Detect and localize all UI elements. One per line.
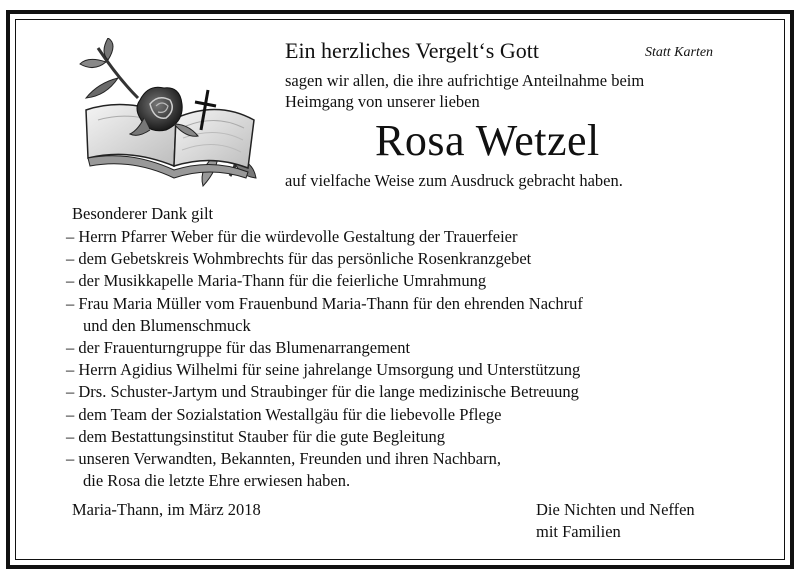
list-item: – Drs. Schuster-Jartym und Straubinger für die lange medizinische Betreuung xyxy=(66,382,579,402)
thanks-list xyxy=(66,226,583,492)
headline: Ein herzliches Vergelt‘s Gott xyxy=(285,38,539,63)
list-item: – Herrn Pfarrer Weber für die würdevolle Gestaltung der Trauerfeier xyxy=(66,227,518,246)
list-item: – der Frauenturngruppe für das Blumenarrangement xyxy=(66,338,411,358)
list-item: – dem Gebetskreis Wohmbrechts für das persönliche Rosenkranzgebet xyxy=(66,249,532,269)
list-item-continuation: die Rosa die letzte Ehre erwiesen haben. xyxy=(83,471,351,491)
list-item-continuation: und den Blumenschmuck xyxy=(83,315,251,335)
list-item: – dem Team der Sozialstation Westallgäu für die liebevolle Pflege xyxy=(66,404,502,424)
list-item: – Herrn Agidius Wilhelmi für seine jahrelange Umsorgung und Unterstützung xyxy=(66,360,581,380)
thanks-heading: Besonderer Dank gilt xyxy=(72,204,214,223)
signature-line-1: Die Nichten und Neffen xyxy=(536,500,695,519)
list-item: – der Musikkapelle Maria-Thann für die feierliche Umrahmung xyxy=(66,271,487,291)
intro-line-1: sagen wir allen, die ihre aufrichtige Anteilnahme beim xyxy=(285,71,645,90)
list-item: – dem Bestattungsinstitut Stauber für die gute Begleitung xyxy=(66,426,445,446)
outro-line: auf vielfache Weise zum Ausdruck gebracht haben. xyxy=(285,171,623,190)
statt-karten-label: Statt Karten xyxy=(645,45,714,60)
deceased-name: Rosa Wetzel xyxy=(375,116,600,165)
intro-line-2: Heimgang von unserer lieben xyxy=(285,92,480,111)
place-date: Maria-Thann, im März 2018 xyxy=(72,500,261,519)
signature-line-2: mit Familien xyxy=(536,522,621,541)
book-rose-cross-icon xyxy=(78,38,258,188)
list-item: – Frau Maria Müller vom Frauenbund Maria-Thann für den ehrenden Nachruf xyxy=(66,293,583,313)
list-item: – unseren Verwandten, Bekannten, Freunden und ihren Nachbarn, xyxy=(66,449,501,469)
